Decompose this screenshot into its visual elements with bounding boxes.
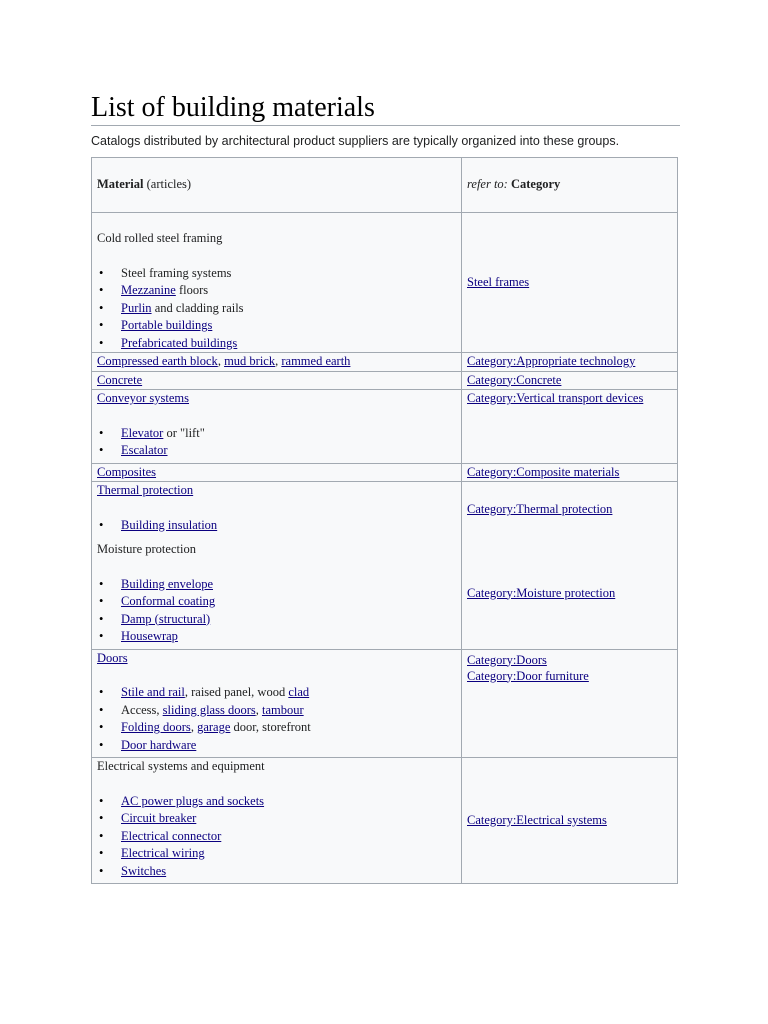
link-ac-power-plugs[interactable]: AC power plugs and sockets (121, 793, 265, 808)
list-item (121, 611, 456, 629)
list-item: • Mezzanine floors (121, 282, 456, 300)
thermal-list (97, 517, 456, 535)
link-garage[interactable]: garage (197, 720, 231, 734)
list-item: • Folding doors, garage door, storefront (121, 719, 456, 737)
link-category-appropriate-technology[interactable]: Category:Appropriate technology (467, 354, 636, 368)
electrical-heading: Electrical systems and equipment (97, 759, 265, 773)
link-category-moisture-protection[interactable]: Category:Moisture protection (467, 585, 616, 600)
list-item (121, 576, 456, 594)
link-sliding-glass-doors[interactable]: sliding glass doors (162, 702, 256, 717)
table-row-electrical (92, 758, 678, 884)
title-divider (91, 125, 680, 126)
link-prefabricated-buildings[interactable]: Prefabricated buildings (121, 335, 238, 350)
category-cell-doors (462, 649, 678, 758)
table-row-steel (92, 213, 678, 353)
list-item (121, 335, 456, 353)
materials-table (91, 157, 678, 884)
material-cell-steel (92, 213, 462, 353)
link-electrical-connector[interactable]: Electrical connector (121, 828, 222, 843)
header-material-note: (articles) (143, 177, 192, 192)
steel-heading: Cold rolled steel framing (97, 231, 223, 245)
material-cell-protection (92, 482, 462, 650)
table-row-doors (92, 649, 678, 758)
material-cell-composites (92, 463, 462, 482)
link-stile-and-rail[interactable]: Stile and rail (121, 685, 185, 699)
link-doors[interactable]: Doors (97, 650, 128, 665)
category-cell-protection (462, 482, 678, 650)
category-cell-earth (462, 353, 678, 372)
list-item (121, 442, 456, 460)
category-cell-composites (462, 463, 678, 482)
link-escalator[interactable]: Escalator (121, 443, 168, 457)
link-category-door-furniture[interactable]: Category:Door furniture (467, 668, 589, 683)
intro-text: Catalogs distributed by architectural product suppliers are typically organized into these groups. (91, 134, 620, 148)
link-electrical-wiring[interactable]: Electrical wiring (121, 846, 205, 860)
link-rammed-earth[interactable]: rammed earth (281, 354, 351, 368)
list-item (121, 845, 456, 863)
list-item (121, 593, 456, 611)
header-material-cell (92, 158, 462, 213)
moisture-heading: Moisture protection (97, 542, 196, 556)
steel-list (97, 265, 456, 353)
moisture-list (97, 576, 456, 646)
link-building-envelope[interactable]: Building envelope (121, 576, 213, 591)
table-row-earth (92, 353, 678, 372)
list-item (121, 863, 456, 881)
list-item (121, 793, 456, 811)
link-door-hardware[interactable]: Door hardware (121, 737, 197, 752)
link-concrete[interactable]: Concrete (97, 372, 143, 387)
list-item (121, 517, 456, 535)
link-damp-structural[interactable]: Damp (structural) (121, 611, 211, 626)
link-conformal-coating[interactable]: Conformal coating (121, 594, 216, 608)
header-material-label: Material (97, 177, 144, 192)
table-header-row (92, 158, 678, 213)
list-item: • Elevator or "lift" (121, 425, 456, 443)
link-category-vertical-transport[interactable]: Category:Vertical transport devices (467, 391, 644, 405)
list-item: • Steel framing systems (121, 265, 456, 283)
list-item: • Purlin and cladding rails (121, 300, 456, 318)
table-row-composites (92, 463, 678, 482)
header-category-cell (462, 158, 678, 213)
link-elevator[interactable]: Elevator (121, 425, 164, 440)
link-category-doors[interactable]: Category:Doors (467, 652, 547, 667)
link-category-composite-materials[interactable]: Category:Composite materials (467, 464, 620, 479)
table-row-concrete (92, 371, 678, 390)
link-purlin[interactable]: Purlin (121, 300, 152, 315)
link-mud-brick[interactable]: mud brick (224, 354, 276, 368)
link-circuit-breaker[interactable]: Circuit breaker (121, 811, 197, 825)
link-folding-doors[interactable]: Folding doors (121, 720, 191, 734)
doors-list (97, 684, 456, 754)
link-compressed-earth-block[interactable]: Compressed earth block (97, 354, 218, 368)
link-switches[interactable]: Switches (121, 863, 167, 878)
list-item (121, 317, 456, 335)
material-cell-concrete (92, 371, 462, 390)
link-portable-buildings[interactable]: Portable buildings (121, 318, 213, 332)
link-mezzanine[interactable]: Mezzanine (121, 283, 176, 297)
link-tambour[interactable]: tambour (261, 702, 304, 717)
category-cell-concrete (462, 371, 678, 390)
link-category-thermal-protection[interactable]: Category:Thermal protection (467, 502, 613, 516)
link-building-insulation[interactable]: Building insulation (121, 517, 218, 532)
list-item: • Access, sliding glass doors, tambour (121, 702, 456, 720)
table-row-conveyor (92, 390, 678, 464)
category-cell-steel (462, 213, 678, 353)
link-category-electrical-systems[interactable]: Category:Electrical systems (467, 812, 607, 827)
list-item: • Stile and rail, raised panel, wood clad (121, 684, 456, 702)
material-cell-doors (92, 649, 462, 758)
page-title: List of building materials (91, 92, 375, 123)
electrical-list (97, 793, 456, 881)
link-housewrap[interactable]: Housewrap (121, 629, 178, 643)
conveyor-list (97, 425, 456, 460)
list-item (121, 628, 456, 646)
table-row-protection (92, 482, 678, 650)
link-thermal-protection[interactable]: Thermal protection (97, 483, 194, 497)
link-composites[interactable]: Composites (97, 464, 157, 479)
material-cell-earth: Compressed earth block, mud brick, rammed earth (92, 353, 462, 372)
header-category-label: Category (510, 177, 561, 192)
category-cell-electrical (462, 758, 678, 884)
link-conveyor-systems[interactable]: Conveyor systems (97, 391, 190, 405)
header-refer-label: refer to: (467, 177, 508, 192)
list-item (121, 810, 456, 828)
link-category-concrete[interactable]: Category:Concrete (467, 372, 562, 387)
material-cell-electrical (92, 758, 462, 884)
category-cell-conveyor (462, 390, 678, 464)
link-clad[interactable]: clad (288, 685, 310, 699)
list-item (121, 737, 456, 755)
list-item (121, 828, 456, 846)
material-cell-conveyor (92, 390, 462, 464)
link-steel-frames[interactable]: Steel frames (467, 274, 530, 289)
